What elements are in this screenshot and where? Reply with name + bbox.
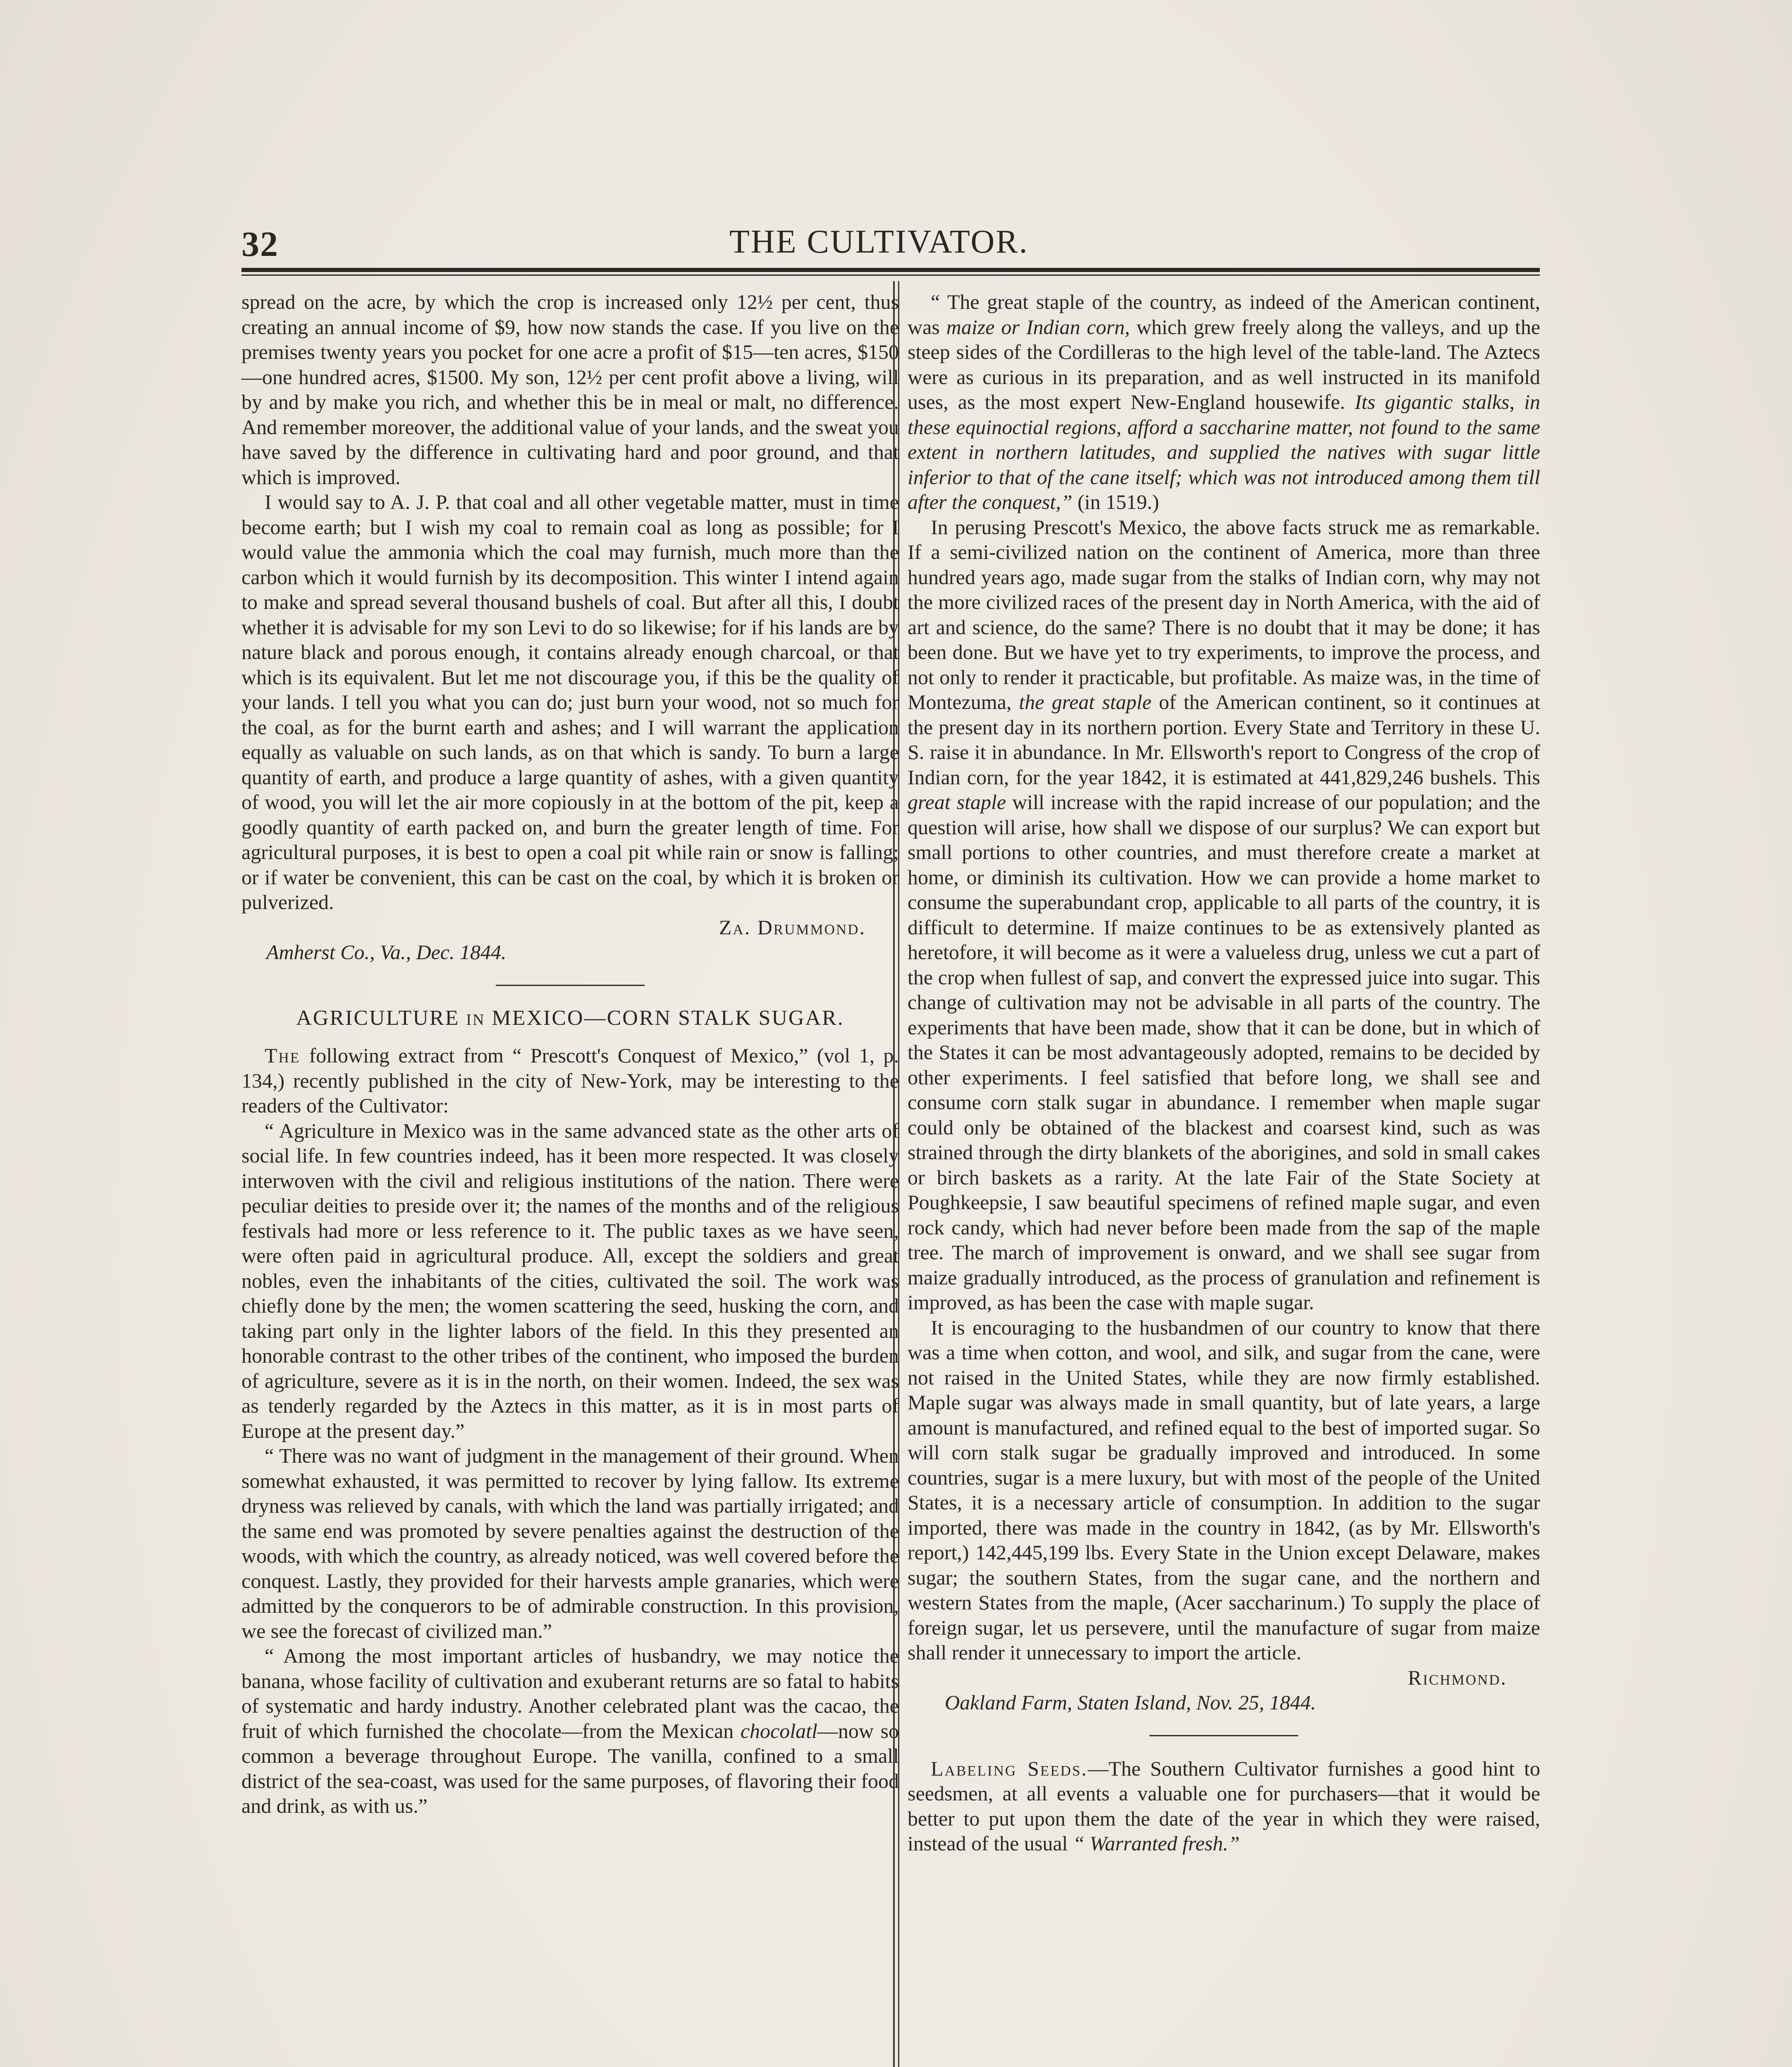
header-rule-thin bbox=[241, 274, 1540, 276]
section-separator-right bbox=[1149, 1735, 1298, 1736]
perusing-text-a: In perusing Prescott's Mexico, the above facts struck me as remarkable. If a semi-civilized nation on the continent of America, more than three hundred years ago, made sugar from the stalks of Indian corn, why may not the more civilized races of the present day in North America, with the aid of art and science, do the same? There is no doubt that it may be done; it has been done. But we have yet to try experiments, to improve the process, and not only to render it practicable, but profitable. As maize was, in the time of Montezuma, bbox=[908, 515, 1540, 714]
signature-richmond: Richmond. bbox=[1407, 1666, 1507, 1689]
section-title-part-a: AGRICULTURE bbox=[296, 1006, 460, 1030]
husbandry-chocolatl: chocolatl bbox=[740, 1719, 817, 1742]
signature-drummond: Za. Drummond. bbox=[719, 915, 866, 939]
section-title-agriculture-mexico bbox=[241, 1006, 899, 1033]
page-header bbox=[241, 219, 1540, 265]
paragraph-management-ground: “ There was no want of judgment in the management of their ground. When somewhat exhausted, it was permitted to recover by lying fallow. Its extreme dryness was relieved by canals, with which the land was partially irrigated; and the same end was promoted by severe penalties against the destruction of the woods, with which the country, as already noticed, was well covered before the conquest. Lastly, they provided for their harvests ample granaries, which were admitted by the conquerors to be of admirable construction. In this provision, we see the forecast of civilized man.” bbox=[241, 1444, 899, 1642]
paragraph-encouraging: It is encouraging to the husbandmen of our country to know that there was a time when cotton, and wool, and silk, and sugar from the cane, were not raised in the United States, while they are now firmly established. Maple sugar was always made in small quantity, but of late years, a large amount is manufactured, and refined equal to the best of imported sugar. So will corn stalk sugar be gradually improved and introduced. In some countries, sugar is a mere luxury, but with most of the people of the United States, it is a necessary article of consumption. In addition to the sugar imported, there was made in the country in 1842, (as by Mr. Ellsworth's report,) 142,445,199 lbs. Every State in the Union except Delaware, makes sugar; the southern States, from the sugar cane, and the northern and western States from the maple, (Acer saccharinum.) To supply the place of foreign sugar, let us persevere, until the manufacture of sugar from maize shall render it unnecessary to import the article. bbox=[908, 1315, 1540, 1664]
section-title-part-b: MEXICO—CORN STALK SUGAR. bbox=[492, 1006, 844, 1030]
labeling-seeds-warranted: “ Warranted fresh.” bbox=[1073, 1832, 1240, 1855]
paragraph-coal: I would say to A. J. P. that coal and all other vegetable matter, must in time become earth; but I wish my coal to remain coal as long as possible; for I would value the ammonia which the coal may furnish, much more than the carbon which it would furnish by its decomposition. This winter I intend again to make and spread several thousand bushels of coal. But after all this, I doubt whether it is advisable for my son Levi to do so likewise; for if his lands are by nature black and porous enough, it contains already enough charcoal, or that which is its equivalent. But let me not discourage you, if this be the quality of your lands. I tell you what you can do; just burn your wood, not so much for the coal, as for the burnt earth and ashes; and I will warrant the application equally as valuable on such lands, as on that which is sandy. To burn a large quantity of earth, and produce a large quantity of ashes, with a given quantity of wood, you will let the air more copiously in at the bottom of the pit, keep a goodly quantity of earth packed on, and burn the greater length of time. For agricultural purposes, it is best to open a coal pit while rain or snow is falling; or if water be convenient, this can be cast on the coal, by which it is broken or pulverized. bbox=[241, 490, 899, 914]
paragraph-labeling-seeds bbox=[908, 1756, 1540, 1856]
dateline-oakland: Oakland Farm, Staten Island, Nov. 25, 1844. bbox=[945, 1691, 1316, 1714]
perusing-great-staple-2: great staple bbox=[908, 790, 1006, 814]
labeling-seeds-text: —The Southern Cultivator furnishes a good hint to seedsmen, at all events a valuable one for purchasers—that it would be better to put upon them the date of the year in which they were raised, instead of the usual bbox=[908, 1757, 1541, 1855]
staple-text-a: “ The great staple of the country, as indeed of the American continent, was bbox=[908, 290, 1540, 339]
perusing-text-c: will increase with the rapid increase of our population; and the question will arise, how shall we dispose of our surplus? We can export but small portions to other countries, and must therefore create a market at home, or diminish its cultivation. How we can provide a home market to consume the superabundant crop, applicable to all parts of the country, it is difficult to determine. If maize continues to be as extensively planted as heretofore, it will become as it were a valueless drug, unless we cut a part of the crop when fullest of sap, and convert the expressed juice into sugar. This change of cultivation may not be advisable in all parts of the country. The experiments that have been made, show that it can be done, but in which of the States it can be most advantageously adopted, remains to be decided by other experiments. I feel satisfied that before long, we shall see and consume corn stalk sugar in abundance. I remember when maple sugar could only be obtained of the blackest and coarsest kind, such as was strained through the dirty blankets of the aborigines, and sold in small cakes or birch baskets as a rarity. At the late Fair of the State Society at Poughkeepsie, I saw beautiful specimens of refined maple sugar, and even rock candy, which had never before been made from the sap of the maple tree. The march of improvement is onward, and we shall see sugar from maize gradually introduced, as the process of granulation and refinement is improved, as has been the case with maple sugar. bbox=[908, 790, 1541, 1314]
dateline-amherst: Amherst Co., Va., Dec. 1844. bbox=[266, 940, 507, 964]
lead-word-the: The bbox=[265, 1044, 301, 1067]
prescott-intro-text: following extract from “ Prescott's Conquest of Mexico,” (vol 1, p. 134,) recently published in the city of New-York, may be interesting to the readers of the Cultivator: bbox=[241, 1044, 899, 1117]
husbandry-text-a: “ Among the most important articles of husbandry, we may notice the banana, whose facility of cultivation and exuberant returns are so fatal to habits of systematic and hardy industry. Another celebrated plant was the cacao, the fruit of which furnished the chocolate—from the Mexican bbox=[241, 1644, 899, 1742]
staple-text-b: which grew freely along the valleys, and up the steep sides of the Cordilleras to the high level of the table-land. The Aztecs were as curious in its preparation, and as well instructed in its manifold uses, as the most expert New-England housewife. bbox=[908, 315, 1541, 413]
right-column bbox=[908, 289, 1540, 1856]
paragraph-perusing-prescott bbox=[908, 515, 1540, 1315]
paragraph-great-staple bbox=[908, 289, 1540, 515]
paragraph-spread-on-acre: spread on the acre, by which the crop is increased only 12½ per cent, thus creating an annual income of $9, how now stands the case. If you live on the premises twenty years you pocket for one acre a profit of $15—ten acres, $150—one hundred acres, $1500. My son, 12½ per cent profit above a living, will by and by make you rich, and whether this be in meal or malt, no difference. And remember moreover, the additional value of your lands, and the sweat you have saved by the difference in cultivating hard and poor ground, and that which is improved. bbox=[241, 290, 899, 489]
husbandry-text-b: —now so common a beverage throughout Europe. The vanilla, confined to a small district of the sea-coast, was used for the same purposes, of flavoring their food and drink, as with us.” bbox=[241, 1719, 899, 1817]
staple-gigantic-stalks: Its gigantic stalks, in these equinoctial regions, afford a saccharine matter, not found to the same extent in northern latitudes, and supplied the natives with sugar little inferior to that of the cane itself; which was not introduced among them till after the conquest,” bbox=[908, 390, 1541, 513]
staple-text-c: (in 1519.) bbox=[1078, 490, 1159, 513]
labeling-seeds-head: Labeling Seeds. bbox=[931, 1757, 1088, 1780]
paragraph-prescott-intro bbox=[241, 1043, 899, 1118]
paragraph-husbandry bbox=[241, 1643, 899, 1819]
section-separator bbox=[496, 985, 645, 986]
perusing-great-staple-1: the great staple bbox=[1019, 690, 1152, 714]
staple-maize: maize or Indian corn, bbox=[946, 315, 1130, 339]
perusing-text-b: of the American continent, so it continues at the present day in its northern portion. Every State and Territory in these U. S. raise it in abundance. In Mr. Ellsworth's report to Congress of the crop of Indian corn, for the year 1842, it is estimated at 441,829,246 bushels. This bbox=[908, 690, 1540, 789]
page-number: 32 bbox=[241, 224, 279, 264]
paragraph-agriculture-mexico: “ Agriculture in Mexico was in the same advanced state as the other arts of social life. In few countries indeed, has it been more respected. It was closely interwoven with the civil and religious institutions of the nation. There were peculiar deities to preside over it; the names of the months and of the religious festivals had more or less reference to it. The public taxes as we have seen, were often paid in agricultural produce. All, except the soldiers and great nobles, even the inhabitants of the cities, cultivated the soil. The work was chiefly done by the men; the women scattering the seed, husking the corn, and taking part only in the lighter labors of the field. In this they presented an honorable contrast to the other tribes of the continent, who imposed the burden of agriculture, severe as it is in the north, on their women. Indeed, the sex was as tenderly regarded by the Aztecs in this matter, as it is in most parts of Europe at the present day.” bbox=[241, 1119, 899, 1442]
left-column bbox=[241, 289, 899, 1819]
section-title-in: IN bbox=[466, 1011, 485, 1029]
running-title: THE CULTIVATOR. bbox=[729, 224, 1029, 260]
header-rule bbox=[241, 268, 1540, 272]
